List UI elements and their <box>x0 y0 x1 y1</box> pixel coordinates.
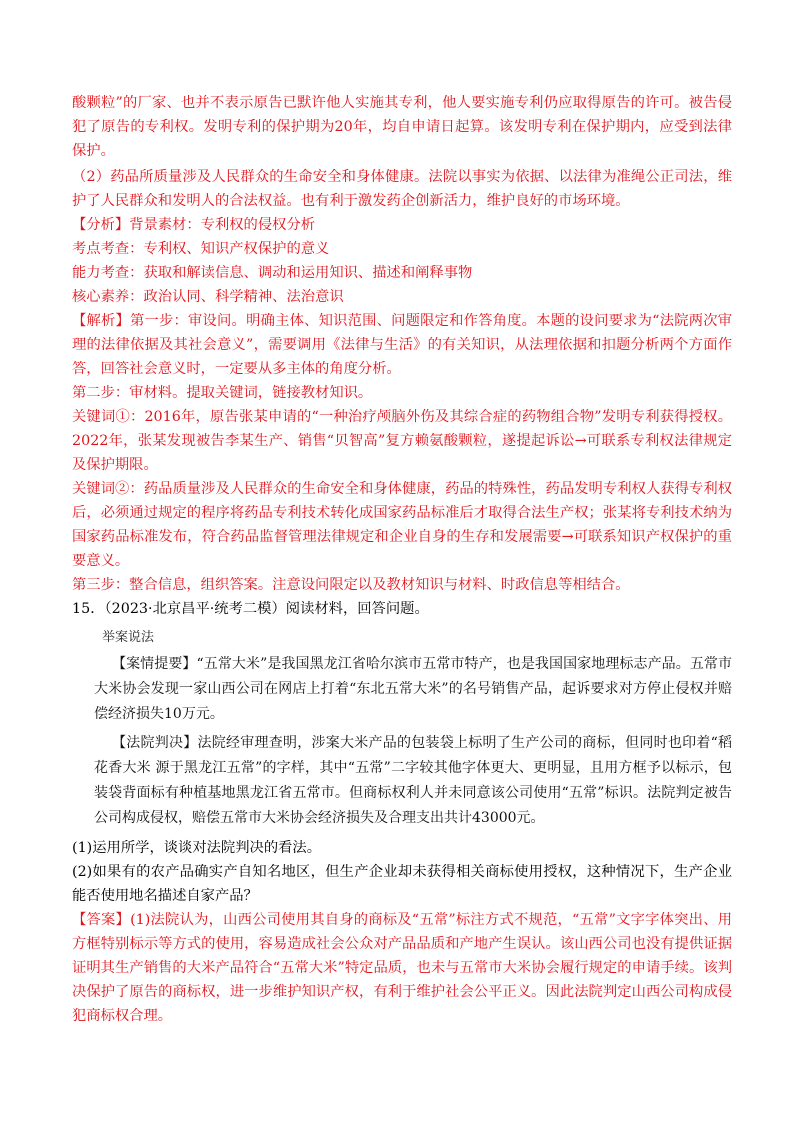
answer-paragraph-1: 酸颗粒”的厂家、也并不表示原告已默许他人实施其专利，他人要实施专利仍应取得原告的许可。被告侵犯了原告的专利权。发明专利的保护期为20年，均自申请日起算。该发明专利在保护期内，应受到法律保护。 <box>72 95 732 159</box>
answer-paragraph-2: （2）药品所质量涉及人民群众的生命安全和身体健康。法院以事实为依据、以法律为准绳公正司法，维护了人民群众和发明人的合法权益。也有利于激发药企创新活力，维护良好的市场环境。 <box>72 169 732 209</box>
case-ruling-label: 【法院判决】 <box>112 735 198 751</box>
answer-15-text: (1)法院认为，山西公司使用其自身的商标及“五常”标注方式不规范，“五常”文字字体突出、用方框特别标示等方式的使用，容易造成社会公众对产品品质和产地产生误认。该山西公司也没有提供证据证明其生产销售的大米产品符合“五常大米”特定品质，也未与五常市大米协会履行规定的申请手续。该判决保护了原告的商标权，进一步维护知识产权，有利于维护社会公平正义。因此法院判定山西公司构成侵犯商标权合理。 <box>72 912 733 1024</box>
nengli-line: 能力考查：获取和解读信息、调动和运用知识、描述和阐释事物 <box>72 265 473 281</box>
hexin-line: 核心素养：政治认同、科学精神、法治意识 <box>72 289 344 305</box>
answer-15-label: 【答案】 <box>72 912 131 928</box>
analysis-text: 背景素材：专利权的侵权分析 <box>129 217 316 233</box>
analysis-line <box>72 213 732 237</box>
case-ruling-text: 法院经审理查明，涉案大米产品的包装袋上标明了生产公司的商标，但同时也印着“稻花香大米 源于黑龙江五常”的字样，其中“五常”二字较其他字体更大、更明显，且用方框予以标示，包装袋背面标有种植基地黑龙江省五常市。但商标权利人并未同意该公司使用“五常”标识。法院判定被告公司构成侵权，赔偿五常市大米协会经济损失及合理支出共计43000元。 <box>94 735 733 826</box>
keyword-2-paragraph: 关键词②：药品质量涉及人民群众的生命安全和身体健康，药品的特殊性，药品发明专利权人获得专利权后，必须通过规定的程序将药品专利技术转化成国家药品标准后才取得合法生产权；张某将专利技术纳为国家药品标准发布，符合药品监督管理法律规定和企业自身的生存和发展需要→可联系知识产权保护的重要意义。 <box>72 481 732 569</box>
jiexi-label: 【解析】 <box>72 313 131 329</box>
sub-question-1: (1)运用所学，谈谈对法院判决的看法。 <box>72 840 321 856</box>
case-title: 举案说法 <box>102 630 155 645</box>
step3-line: 第三步：整合信息，组织答案。注意设问限定以及教材知识与材料、时政信息等相结合。 <box>72 577 630 593</box>
jiexi-text: 第一步：审设问。明确主体、知识范围、问题限定和作答角度。本题的设问要求为“法院两次审理的法律依据及其社会意义”，需要调用《法律与生活》的有关知识，从法理依据和扣题分析两个方面作答，回答社会意义时，一定要从多主体的角度分析。 <box>72 313 733 377</box>
case-material <box>94 652 732 831</box>
answer-15-paragraph <box>72 908 732 1028</box>
case-intro-paragraph <box>94 652 732 727</box>
question-15-stem: 15．（2023·北京昌平·统考二模）阅读材料，回答问题。 <box>72 601 429 617</box>
sub-question-2: (2)如果有的农产品确实产自知名地区，但生产企业却未获得相关商标使用授权，这种情况下，生产企业能否使用地名描述自家产品？ <box>72 864 732 904</box>
kaodian-line: 考点考查：专利权、知识产权保护的意义 <box>72 241 330 257</box>
jiexi-paragraph <box>72 309 732 381</box>
case-intro-label: 【案情提要】 <box>112 656 197 672</box>
case-ruling-paragraph <box>94 731 732 831</box>
document-body <box>72 91 732 1028</box>
step2-line: 第二步：审材料。提取关键词，链接教材知识。 <box>72 385 373 401</box>
case-intro-text: “五常大米”是我国黑龙江省哈尔滨市五常市特产，也是我国国家地理标志产品。五常市大米协会发现一家山西公司在网店上打着“东北五常大米”的名号销售产品，起诉要求对方停止侵权并赔偿经济损失10万元。 <box>94 656 733 722</box>
analysis-label: 【分析】 <box>72 217 130 233</box>
keyword-1-paragraph: 关键词①：2016年，原告张某申请的“一种治疗颅脑外伤及其综合症的药物组合物”发明专利获得授权。2022年，张某发现被告李某生产、销售“贝智高”复方赖氨酸颗粒，遂提起诉讼→可联系专利权法律规定及保护期限。 <box>72 409 732 473</box>
